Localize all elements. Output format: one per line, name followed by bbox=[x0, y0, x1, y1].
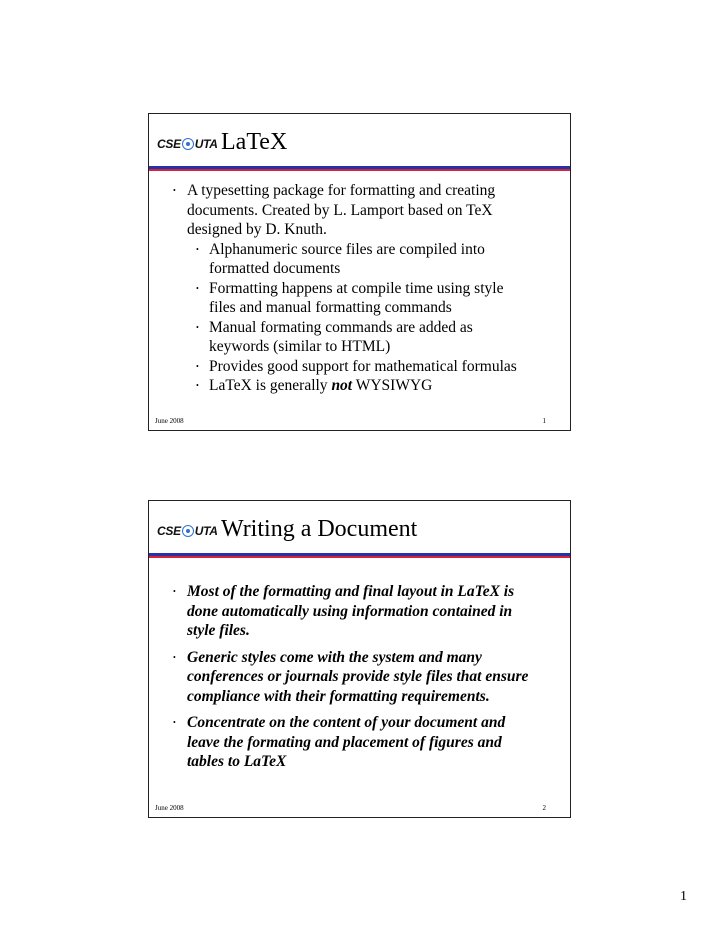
slide-date: June 2008 bbox=[155, 417, 184, 425]
bullet-item: • A typesetting package for formatting and creating documents. Created by L. Lamport based on TeX designed by D. Knuth. bbox=[163, 181, 530, 240]
emphasis-not: not bbox=[331, 377, 353, 394]
sub-bullet-item bbox=[163, 376, 530, 396]
slide-number: 2 bbox=[542, 804, 546, 812]
logo-cse-text: CSE bbox=[157, 524, 181, 538]
slide-2 bbox=[148, 500, 571, 818]
page-number: 1 bbox=[680, 889, 687, 904]
cse-uta-logo bbox=[157, 523, 218, 539]
logo-uta-text: UTA bbox=[194, 137, 218, 151]
sub-bullet-text: LaTeX is generally bbox=[209, 377, 332, 394]
bullet-item: • Generic styles come with the system and many conferences or journals provide style files that ensure compliance with their formatting requirements. bbox=[163, 648, 530, 707]
bullet-item: • Concentrate on the content of your document and leave the formating and placement of figures and tables to LaTeX bbox=[163, 713, 530, 772]
title-rule-red bbox=[149, 556, 570, 558]
logo-cse-text: CSE bbox=[157, 137, 181, 151]
sub-bullet-item: • Provides good support for mathematical formulas bbox=[163, 357, 530, 377]
logo-uta-text: UTA bbox=[194, 524, 218, 538]
slide-title: LaTeX bbox=[221, 129, 288, 155]
at-icon bbox=[182, 525, 194, 537]
slide-1 bbox=[148, 113, 571, 431]
title-rule-red bbox=[149, 169, 570, 171]
sub-bullet-item: • Alphanumeric source files are compiled into formatted documents bbox=[163, 240, 530, 279]
at-icon bbox=[182, 138, 194, 150]
sub-bullet-item: • Formatting happens at compile time using style files and manual formatting commands bbox=[163, 279, 530, 318]
slide-body bbox=[163, 181, 530, 396]
slide-body bbox=[163, 582, 530, 772]
sub-bullet-item: • Manual formating commands are added as keywords (similar to HTML) bbox=[163, 318, 530, 357]
sub-bullet-text-end: WYSIWYG bbox=[352, 377, 433, 394]
bullet-item: • Most of the formatting and final layout in LaTeX is done automatically using information contained in style files. bbox=[163, 582, 530, 641]
cse-uta-logo bbox=[157, 136, 218, 152]
slide-title: Writing a Document bbox=[221, 516, 418, 542]
slide-date: June 2008 bbox=[155, 804, 184, 812]
slide-number: 1 bbox=[542, 417, 546, 425]
